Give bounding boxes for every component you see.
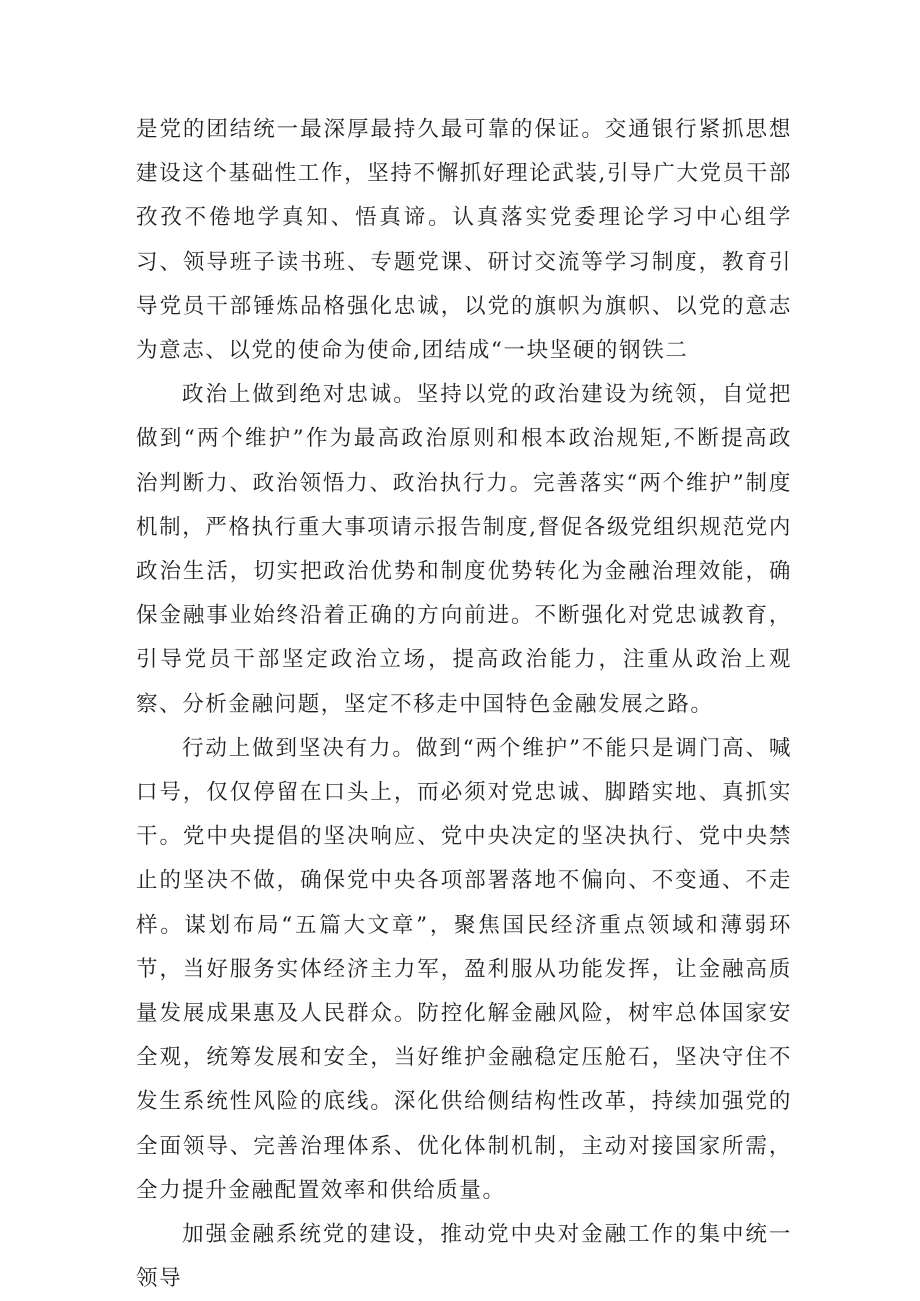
paragraph-2: 政治上做到绝对忠诚。坚持以党的政治建设为统领，自觉把做到“两个维护”作为最高政治原则和根本政治规矩,不断提高政治判断力、政治领悟力、政治执行力。完善落实“两个维护”制度机制，严格执行重大事项请示报告制度,督促各级党组织规范党内政治生活，切实把政治优势和制度优势转化为金融治理效能，确保金融事业始终沿着正确的方向前进。不断强化对党忠诚教育，引导党员干部坚定政治立场，提高政治能力，注重从政治上观察、分析金融问题，坚定不移走中国特色金融发展之路。 [136, 382, 792, 717]
paragraph-3: 行动上做到坚决有力。做到“两个维护”不能只是调门高、喊口号，仅仅停留在口头上，而必须对党忠诚、脚踏实地、真抓实干。党中央提倡的坚决响应、党中央决定的坚决执行、党中央禁止的坚决不做，确保党中央各项部署落地不偏向、不变通、不走样。谋划布局“五篇大文章”，聚焦国民经济重点领域和薄弱环节，当好服务实体经济主力军，盈利服从功能发挥，让金融高质量发展成果惠及人民群众。防控化解金融风险，树牢总体国家安全观，统筹发展和安全，当好维护金融稳定压舱石，坚决守住不发生系统性风险的底线。深化供给侧结构性改革，持续加强党的全面领导、完善治理体系、优化体制机制，主动对接国家所需，全力提升金融配置效率和供给质量。 [136, 735, 792, 1203]
paragraph-1: 是党的团结统一最深厚最持久最可靠的保证。交通银行紧抓思想建设这个基础性工作，坚持不懈抓好理论武装,引导广大党员干部孜孜不倦地学真知、悟真谛。认真落实党委理论学习中心组学习、领导班子读书班、专题党课、研讨交流等学习制度，教育引导党员干部锤炼品格强化忠诚，以党的旗帜为旗帜、以党的意志为意志、以党的使命为使命,团结成“一块坚硬的钢铁二 [136, 117, 792, 364]
document-body [136, 108, 792, 1301]
paragraph-4: 加强金融系统党的建设，推动党中央对金融工作的集中统一领导 [136, 1222, 792, 1292]
